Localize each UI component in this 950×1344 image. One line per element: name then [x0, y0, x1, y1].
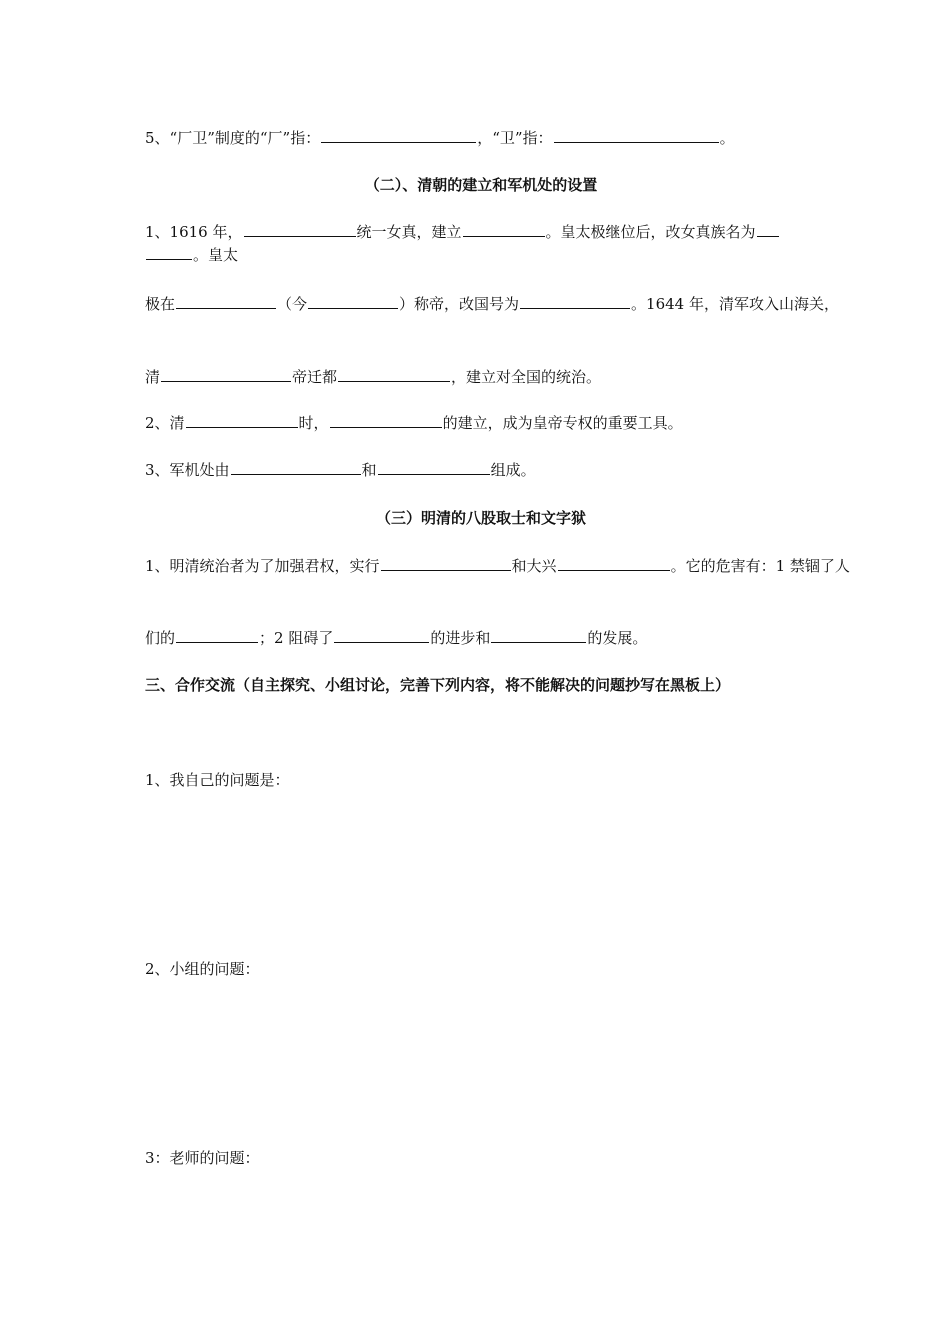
section-2-title: （二）、清朝的建立和军机处的设置 — [364, 176, 598, 194]
answer-blank[interactable] — [176, 293, 276, 309]
s3-q1-text-b: 和大兴 — [511, 557, 557, 575]
s2-question-3 — [145, 459, 817, 481]
s2-question-1-line-2 — [145, 244, 817, 266]
answer-blank[interactable] — [378, 459, 490, 475]
answer-blank[interactable] — [308, 293, 398, 309]
s3-q1-text-c: 。它的危害有：1 禁锢了人 — [670, 557, 850, 575]
answer-blank[interactable] — [757, 221, 779, 237]
answer-blank[interactable] — [176, 627, 258, 643]
q5-mid: ，“卫”指： — [477, 129, 553, 147]
answer-blank[interactable] — [231, 459, 361, 475]
s2-q1-text-i: 清 — [145, 368, 161, 386]
s2-q1-text-h: 。1644 年，清军攻入山海关， — [631, 295, 839, 313]
answer-blank[interactable] — [161, 366, 291, 382]
s3-q1-text-d: 们的 — [145, 629, 176, 647]
answer-blank[interactable] — [186, 412, 298, 428]
answer-blank[interactable] — [554, 127, 719, 143]
s2-q1-text-b: 统一女真，建立 — [356, 223, 462, 241]
s2-q3-text-c: 组成。 — [490, 461, 536, 479]
s2-q1-text-a: 1、1616 年， — [145, 223, 243, 241]
part-3-item-1: 1、我自己的问题是： — [145, 771, 290, 789]
s2-q1-text-f: （今 — [277, 295, 308, 313]
s2-question-1-line-4 — [145, 366, 817, 388]
s2-q1-text-e: 极在 — [145, 295, 176, 313]
s2-q1-text-j: 帝迁都 — [292, 368, 338, 386]
answer-blank[interactable] — [146, 244, 192, 260]
s2-question-1-line-3 — [145, 293, 839, 315]
s2-q3-text-b: 和 — [361, 461, 377, 479]
s2-q2-text-c: 的建立，成为皇帝专权的重要工具。 — [442, 414, 683, 432]
answer-blank[interactable] — [520, 293, 630, 309]
s3-q1-text-e: ；2 阻碍了 — [259, 629, 334, 647]
s2-q2-text-b: 时， — [298, 414, 329, 432]
s2-question-1-line-1 — [145, 221, 817, 243]
s3-question-1-line-1 — [145, 555, 850, 577]
answer-blank[interactable] — [321, 127, 476, 143]
s2-q1-text-d: 。皇太 — [193, 246, 239, 264]
s3-q1-text-a: 1、明清统治者为了加强君权，实行 — [145, 557, 380, 575]
q5-prefix: 5、“厂卫”制度的“厂”指： — [145, 129, 321, 147]
answer-blank[interactable] — [491, 627, 586, 643]
answer-blank[interactable] — [381, 555, 511, 571]
part-3-item-3: 3：老师的问题： — [145, 1149, 260, 1167]
answer-blank[interactable] — [338, 366, 450, 382]
q5-end: 。 — [719, 129, 735, 147]
s2-question-2 — [145, 412, 817, 434]
section-3-title: （三）明清的八股取士和文字狱 — [375, 509, 586, 527]
answer-blank[interactable] — [334, 627, 429, 643]
s2-q1-text-k: ，建立对全国的统治。 — [451, 368, 602, 386]
s3-question-1-line-2 — [145, 627, 817, 649]
answer-blank[interactable] — [330, 412, 442, 428]
part-3-title: 三、合作交流（自主探究、小组讨论，完善下列内容，将不能解决的问题抄写在黑板上） — [145, 676, 731, 694]
answer-blank[interactable] — [463, 221, 545, 237]
answer-blank[interactable] — [244, 221, 356, 237]
part-3-item-2: 2、小组的问题： — [145, 960, 260, 978]
s2-q3-text-a: 3、军机处由 — [145, 461, 230, 479]
question-5 — [145, 127, 817, 149]
s3-q1-text-g: 的发展。 — [587, 629, 648, 647]
s2-q2-text-a: 2、清 — [145, 414, 185, 432]
s2-q1-text-c: 。皇太极继位后，改女真族名为 — [545, 223, 756, 241]
s3-q1-text-f: 的进步和 — [430, 629, 491, 647]
answer-blank[interactable] — [558, 555, 670, 571]
s2-q1-text-g: ）称帝，改国号为 — [399, 295, 520, 313]
